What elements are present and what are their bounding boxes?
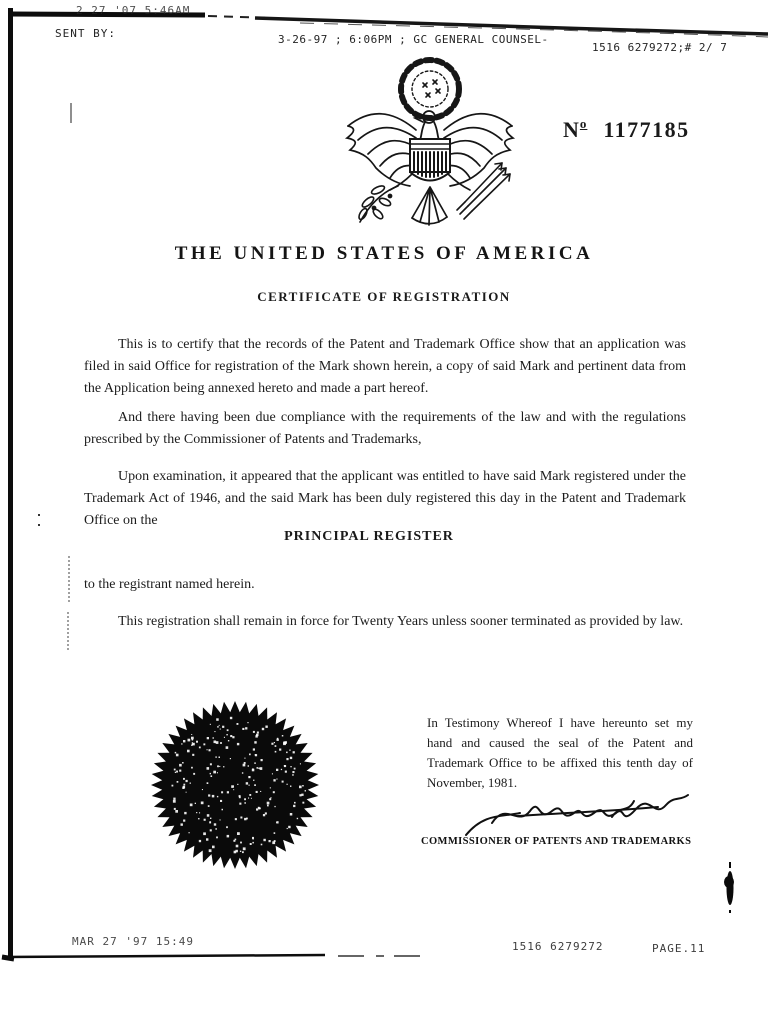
margin-noise-mark [67, 612, 71, 650]
ink-blob-mark [722, 858, 738, 918]
certify-paragraph: This is to certify that the records of the Patent and Trademark Office show that an application was filed in said Office for registration of the Mark shown herein, a copy of said Mark and pertinent data from the Application being annexed hereto and made a part hereof. [84, 337, 686, 396]
fax-footer-number: 1516 6279272 [512, 940, 604, 953]
margin-noise-mark [38, 514, 40, 516]
registration-number-prefix: N [563, 117, 580, 142]
fax-id-page-count: 1516 6279272;# 2/ 7 [592, 41, 728, 54]
embossed-seal-starburst [150, 700, 320, 870]
margin-noise-mark [68, 556, 72, 602]
fax-garbled-timestamp: 2 27 '07 5:46AM [76, 4, 191, 17]
fax-datetime-sender: 3-26-97 ; 6:06PM ; GC GENERAL COUNSEL- [278, 33, 549, 46]
scan-edge-bar [8, 8, 13, 958]
principal-register-heading: PRINCIPAL REGISTER [284, 529, 454, 544]
document-title: CERTIFICATE OF REGISTRATION [257, 289, 511, 304]
commissioner-signature [462, 783, 697, 838]
margin-noise-mark [38, 524, 40, 526]
registration-number [563, 116, 690, 143]
term-paragraph: This registration shall remain in force for Twenty Years unless sooner terminated as provided by law. [118, 614, 684, 629]
registrant-line: to the registrant named herein. [84, 577, 255, 592]
great-seal-eagle-icon [330, 56, 530, 236]
fax-footer-page: PAGE.11 [652, 942, 706, 955]
fax-sent-by-label: SENT BY: [55, 27, 116, 40]
compliance-paragraph: And there having been due compliance with the requirements of the law and with the regulations prescribed by the Commissioner of Patents and Trademarks, [84, 410, 686, 447]
examination-paragraph: Upon examination, it appeared that the applicant was entitled to have said Mark registered under the Trademark Act of 1946, and the said Mark has been duly registered this day in the Patent and Trademark Office on the [84, 469, 686, 528]
embossed-seal [150, 700, 320, 870]
fax-footer-timestamp: MAR 27 '97 15:49 [72, 935, 194, 948]
testimony-paragraph: In Testimony Whereof I have hereunto set my hand and caused the seal of the Patent and Trademark Office to be affixed this tenth day of November, 1981. [427, 715, 693, 790]
margin-noise-mark [70, 103, 72, 123]
registration-number-ordinal: o [579, 116, 588, 131]
signature-title: COMMISSIONER OF PATENTS AND TRADEMARKS [421, 836, 692, 847]
registration-number-digits: 1177185 [603, 117, 690, 142]
country-title: THE UNITED STATES OF AMERICA [174, 243, 594, 264]
